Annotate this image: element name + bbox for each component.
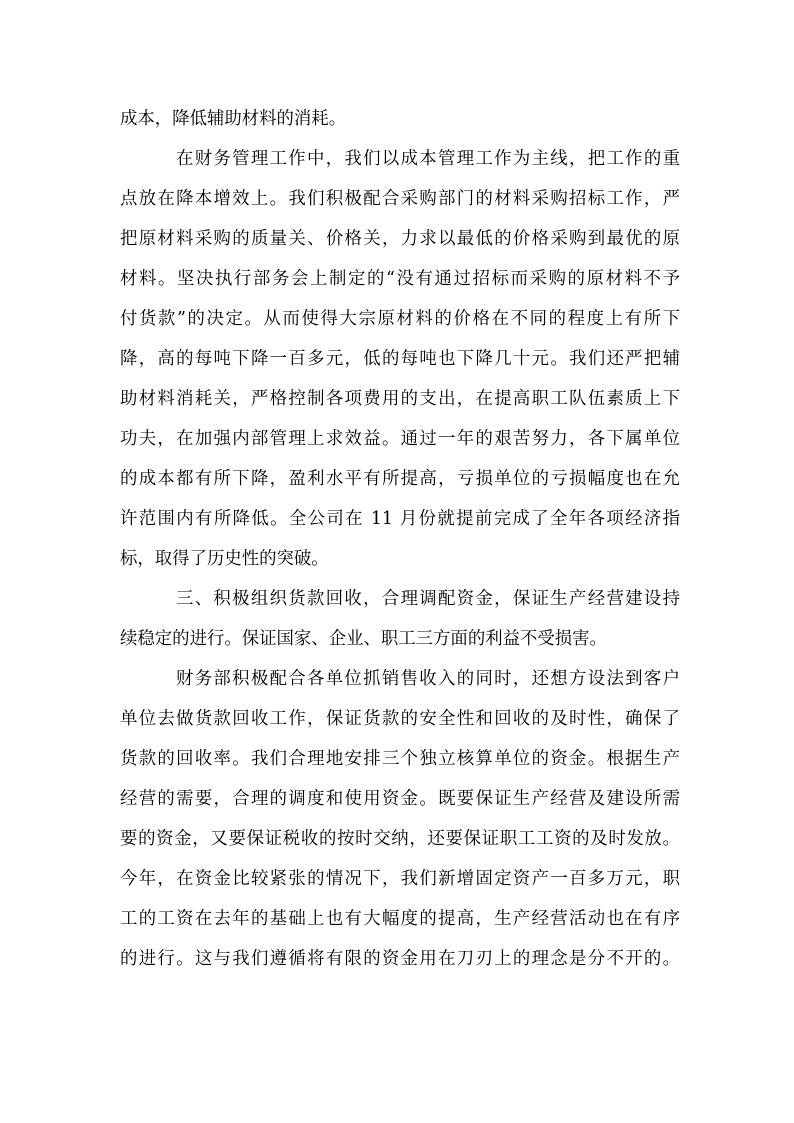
text-line: 助材料消耗关，严格控制各项费用的支出，在提高职工队伍素质上下 bbox=[120, 389, 680, 409]
text-line: 付货款”的决定。从而使得大宗原材料的价格在不同的程度上有所下 bbox=[120, 309, 680, 329]
text-line: 货款的回收率。我们合理地安排三个独立核算单位的资金。根据生产 bbox=[120, 749, 680, 769]
text-line: 三、积极组织货款回收，合理调配资金，保证生产经营建设持 bbox=[176, 589, 680, 609]
text-line: 要的资金，又要保证税收的按时交纳，还要保证职工工资的及时发放。 bbox=[120, 829, 680, 849]
text-line: 成本，降低辅助材料的消耗。 bbox=[120, 109, 347, 129]
text-line: 许范围内有所降低。全公司在 11 月份就提前完成了全年各项经济指 bbox=[120, 509, 680, 529]
text-line: 的进行。这与我们遵循将有限的资金用在刀刃上的理念是分不开的。 bbox=[120, 949, 680, 969]
text-line: 经营的需要，合理的调度和使用资金。既要保证生产经营及建设所需 bbox=[120, 789, 680, 809]
text-line: 在财务管理工作中，我们以成本管理工作为主线，把工作的重 bbox=[176, 149, 680, 169]
text-line: 标，取得了历史性的突破。 bbox=[120, 549, 329, 569]
text-line: 单位去做货款回收工作，保证货款的安全性和回收的及时性，确保了 bbox=[120, 709, 680, 729]
text-line: 的成本都有所下降，盈利水平有所提高，亏损单位的亏损幅度也在允 bbox=[120, 469, 680, 489]
text-line: 功夫，在加强内部管理上求效益。通过一年的艰苦努力，各下属单位 bbox=[120, 429, 680, 449]
text-line: 点放在降本增效上。我们积极配合采购部门的材料采购招标工作，严 bbox=[120, 189, 680, 209]
text-line: 财务部积极配合各单位抓销售收入的同时，还想方设法到客户 bbox=[176, 669, 680, 689]
text-line: 今年，在资金比较紧张的情况下，我们新增固定资产一百多万元，职 bbox=[120, 869, 680, 889]
text-line: 材料。坚决执行部务会上制定的“没有通过招标而采购的原材料不予 bbox=[120, 269, 680, 289]
text-line: 续稳定的进行。保证国家、企业、职工三方面的利益不受损害。 bbox=[120, 629, 607, 649]
text-line: 工的工资在去年的基础上也有大幅度的提高，生产经营活动也在有序 bbox=[120, 909, 680, 929]
text-line: 把原材料采购的质量关、价格关，力求以最低的价格采购到最优的原 bbox=[120, 229, 680, 249]
text-line: 降，高的每吨下降一百多元，低的每吨也下降几十元。我们还严把辅 bbox=[120, 349, 680, 369]
